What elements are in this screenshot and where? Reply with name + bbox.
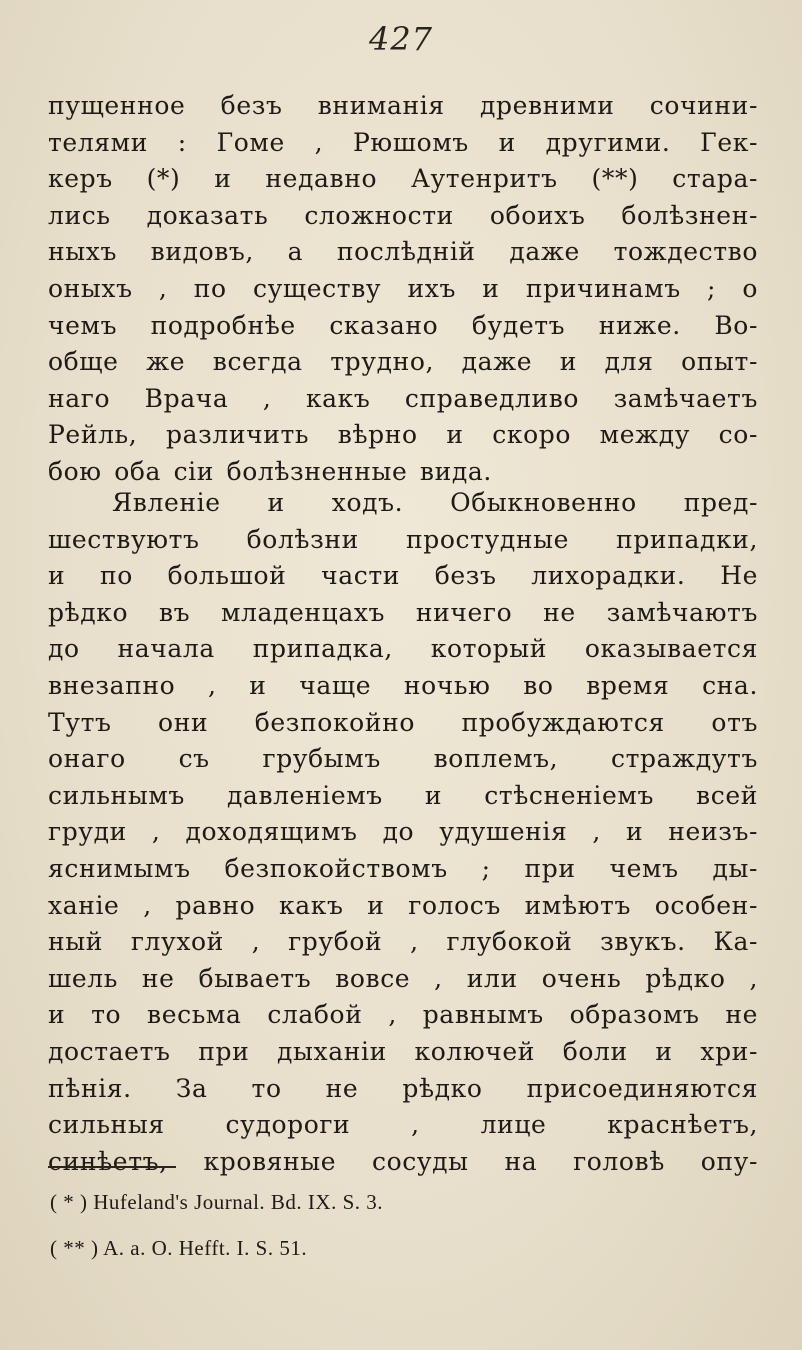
text-line: груди , доходящимъ до удушенія , и неизъ- [48, 817, 758, 847]
text-line: чемъ подробнѣе сказано будетъ ниже. Во- [48, 310, 758, 340]
text-line: до начала припадка, который оказывается [48, 634, 758, 664]
text-line: онаго съ грубымъ воплемъ, страждутъ [48, 744, 758, 774]
text-line: и по большой части безъ лихорадки. Не [48, 561, 758, 591]
paragraph-2 [48, 485, 758, 1180]
text-line: ныхъ видовъ, а послѣдній даже тождество [48, 237, 758, 267]
text-line: рѣдко въ младенцахъ ничего не замѣчаютъ [48, 597, 758, 627]
text-line: Рейль, различить вѣрно и скоро между со- [48, 420, 758, 450]
text-line: и то весьма слабой , равнымъ образомъ не [48, 1000, 758, 1030]
text-line: ханіе , равно какъ и голосъ имѣютъ особен- [48, 890, 758, 920]
text-line: Тутъ они безпокойно пробуждаются отъ [48, 707, 758, 737]
text-line: оныхъ , по существу ихъ и причинамъ ; о [48, 273, 758, 303]
paragraph-1 [48, 88, 758, 491]
text-line: шель не бываетъ вовсе , или очень рѣдко , [48, 963, 758, 993]
text-line: обще же всегда трудно, даже и для опыт- [48, 347, 758, 377]
page-number: 427 [368, 20, 434, 58]
text-line: сильнымъ давленіемъ и стѣсненіемъ всей [48, 780, 758, 810]
text-line: пущенное безъ вниманія древними сочини- [48, 91, 758, 120]
text-line: яснимымъ безпокойствомъ ; при чемъ ды- [48, 853, 758, 883]
text-line: синѣетъ, кровяные сосуды на головѣ опу- [48, 1146, 758, 1176]
text-line: внезапно , и чаще ночью во время сна. [48, 670, 758, 700]
text-line: керъ (*) и недавно Аутенритъ (**) стара- [48, 164, 758, 194]
footnote-divider [48, 1166, 176, 1168]
text-line: достаетъ при дыханіи колючей боли и хри- [48, 1036, 758, 1066]
text-line: телями : Гоме , Рюшомъ и другими. Гек- [48, 127, 758, 157]
footnote-1: ( * ) Hufeland's Journal. Bd. IX. S. 3. [50, 1190, 383, 1214]
text-line: ный глухой , грубой , глубокой звукъ. Ка- [48, 927, 758, 957]
text-line: лись доказать сложности обоихъ болѣзнен- [48, 200, 758, 230]
text-line: шествуютъ болѣзни простудные припадки, [48, 524, 758, 554]
text-line: Явленіе и ходъ. Обыкновенно пред- [112, 488, 758, 517]
text-line: наго Врача , какъ справедливо замѣчаетъ [48, 383, 758, 413]
footnote-2: ( ** ) A. a. O. Hefft. I. S. 51. [50, 1236, 308, 1260]
text-line: сильныя судороги , лице краснѣетъ, [48, 1110, 758, 1140]
text-line: пѣнія. За то не рѣдко присоединяются [48, 1073, 758, 1103]
text-line: бою оба сіи болѣзненные вида. [48, 456, 492, 486]
